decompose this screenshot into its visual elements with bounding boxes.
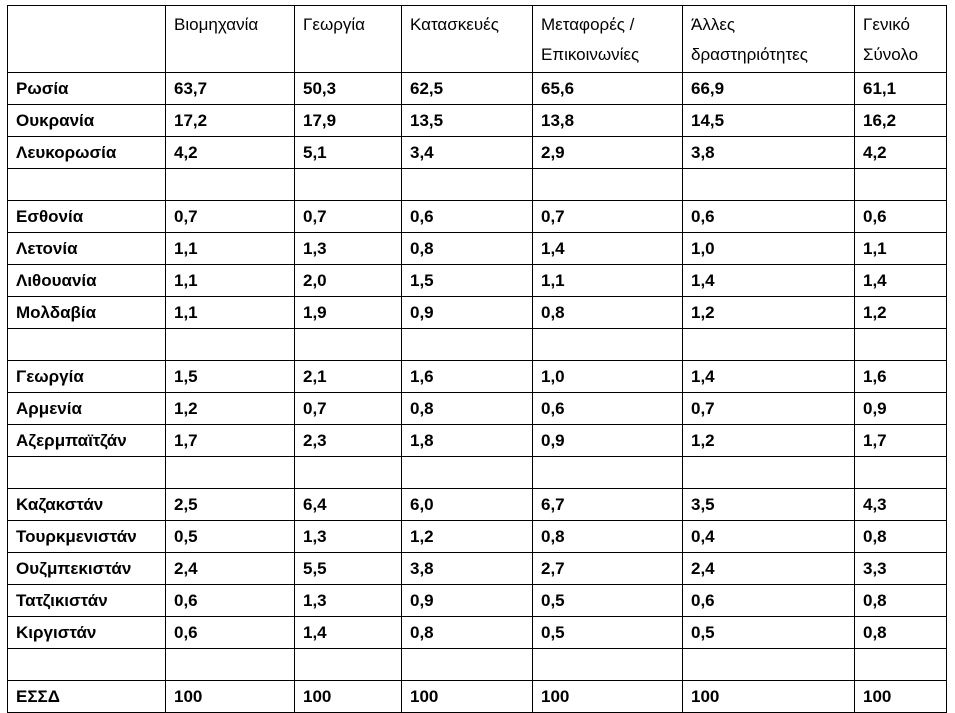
value-cell: 2,0 [295, 265, 402, 297]
value-cell: 1,7 [855, 425, 947, 457]
value-cell: 0,7 [683, 393, 855, 425]
header-industry [166, 6, 295, 73]
value-cell: 0,5 [166, 521, 295, 553]
country-cell: ΕΣΣΔ [8, 681, 166, 713]
table-row [8, 425, 947, 457]
value-cell: 0,9 [402, 297, 533, 329]
value-cell: 5,1 [295, 137, 402, 169]
value-cell: 100 [855, 681, 947, 713]
table-row [8, 201, 947, 233]
table-body [8, 6, 947, 713]
value-cell: 1,1 [855, 233, 947, 265]
header-corner [8, 6, 166, 73]
value-cell: 0,6 [166, 585, 295, 617]
value-cell: 100 [533, 681, 683, 713]
value-cell: 62,5 [402, 73, 533, 105]
column-header-label: Γεωργία [303, 15, 365, 34]
value-cell: 14,5 [683, 105, 855, 137]
column-header-label: Μεταφορές / [541, 15, 635, 34]
data-table [7, 5, 947, 713]
value-cell: 13,8 [533, 105, 683, 137]
value-cell: 5,5 [295, 553, 402, 585]
value-cell: 0,6 [683, 585, 855, 617]
value-cell: 63,7 [166, 73, 295, 105]
value-cell: 0,4 [683, 521, 855, 553]
value-cell: 100 [683, 681, 855, 713]
value-cell: 0,9 [402, 585, 533, 617]
table-row [8, 489, 947, 521]
value-cell: 0,8 [402, 233, 533, 265]
table-row [8, 265, 947, 297]
value-cell: 50,3 [295, 73, 402, 105]
value-cell: 13,5 [402, 105, 533, 137]
table-row [8, 105, 947, 137]
value-cell: 1,2 [402, 521, 533, 553]
value-cell: 0,6 [683, 201, 855, 233]
value-cell: 66,9 [683, 73, 855, 105]
value-cell [533, 329, 683, 361]
column-header-label: δραστηριότητες [691, 45, 808, 64]
header-total [855, 6, 947, 73]
value-cell: 1,0 [683, 233, 855, 265]
value-cell: 1,3 [295, 585, 402, 617]
value-cell [166, 169, 295, 201]
value-cell: 1,1 [166, 265, 295, 297]
country-cell [8, 649, 166, 681]
value-cell: 4,2 [855, 137, 947, 169]
value-cell: 4,3 [855, 489, 947, 521]
country-cell: Ουζμπεκιστάν [8, 553, 166, 585]
value-cell: 1,3 [295, 521, 402, 553]
value-cell: 1,2 [166, 393, 295, 425]
value-cell [402, 329, 533, 361]
country-cell [8, 169, 166, 201]
value-cell: 0,6 [166, 617, 295, 649]
header-row [8, 6, 947, 73]
value-cell: 1,5 [402, 265, 533, 297]
table-row [8, 521, 947, 553]
value-cell: 0,8 [402, 393, 533, 425]
value-cell [533, 457, 683, 489]
value-cell: 2,3 [295, 425, 402, 457]
value-cell: 2,1 [295, 361, 402, 393]
table-row [8, 585, 947, 617]
country-cell: Αζερμπαϊτζάν [8, 425, 166, 457]
value-cell: 0,7 [295, 201, 402, 233]
country-cell: Τουρκμενιστάν [8, 521, 166, 553]
country-cell: Κιργιστάν [8, 617, 166, 649]
country-cell [8, 457, 166, 489]
value-cell [683, 329, 855, 361]
value-cell: 2,4 [166, 553, 295, 585]
column-header-label: Άλλες [691, 15, 736, 34]
header-transport [533, 6, 683, 73]
country-cell: Λετονία [8, 233, 166, 265]
value-cell: 1,4 [533, 233, 683, 265]
table-row [8, 297, 947, 329]
value-cell [533, 169, 683, 201]
value-cell: 0,5 [683, 617, 855, 649]
value-cell: 4,2 [166, 137, 295, 169]
table-row [8, 233, 947, 265]
value-cell [166, 457, 295, 489]
country-cell: Ουκρανία [8, 105, 166, 137]
value-cell [855, 169, 947, 201]
value-cell: 3,3 [855, 553, 947, 585]
value-cell [295, 169, 402, 201]
value-cell: 0,7 [166, 201, 295, 233]
value-cell: 1,5 [166, 361, 295, 393]
value-cell [166, 649, 295, 681]
value-cell: 1,2 [683, 425, 855, 457]
value-cell: 0,6 [855, 201, 947, 233]
value-cell [683, 649, 855, 681]
value-cell: 1,9 [295, 297, 402, 329]
country-cell: Ρωσία [8, 73, 166, 105]
column-header-label: Βιομηχανία [174, 15, 259, 34]
value-cell: 1,4 [683, 361, 855, 393]
country-cell: Τατζικιστάν [8, 585, 166, 617]
value-cell: 0,5 [533, 585, 683, 617]
value-cell: 2,5 [166, 489, 295, 521]
value-cell: 1,2 [683, 297, 855, 329]
value-cell: 1,6 [855, 361, 947, 393]
value-cell: 16,2 [855, 105, 947, 137]
table-row [8, 617, 947, 649]
value-cell: 0,9 [533, 425, 683, 457]
column-header-label: Σύνολο [863, 45, 919, 64]
table-row [8, 393, 947, 425]
column-header-label: Γενικό [863, 15, 910, 34]
value-cell: 0,8 [855, 585, 947, 617]
value-cell: 6,4 [295, 489, 402, 521]
value-cell: 1,4 [295, 617, 402, 649]
value-cell: 1,8 [402, 425, 533, 457]
value-cell: 3,8 [683, 137, 855, 169]
value-cell [855, 457, 947, 489]
value-cell: 0,8 [533, 521, 683, 553]
value-cell: 0,6 [533, 393, 683, 425]
value-cell [295, 457, 402, 489]
country-cell: Λευκορωσία [8, 137, 166, 169]
value-cell [166, 329, 295, 361]
country-cell [8, 329, 166, 361]
value-cell: 0,6 [402, 201, 533, 233]
value-cell: 3,5 [683, 489, 855, 521]
value-cell: 2,4 [683, 553, 855, 585]
value-cell: 1,1 [166, 297, 295, 329]
value-cell: 0,8 [402, 617, 533, 649]
value-cell: 3,8 [402, 553, 533, 585]
country-cell: Εσθονία [8, 201, 166, 233]
value-cell: 3,4 [402, 137, 533, 169]
value-cell [295, 649, 402, 681]
table-row [8, 73, 947, 105]
value-cell: 100 [166, 681, 295, 713]
table-row [8, 681, 947, 713]
value-cell: 0,9 [855, 393, 947, 425]
spacer-row [8, 649, 947, 681]
value-cell: 1,0 [533, 361, 683, 393]
column-header-label: Κατασκευές [410, 15, 499, 34]
value-cell: 1,1 [533, 265, 683, 297]
country-cell: Μολδαβία [8, 297, 166, 329]
header-agriculture [295, 6, 402, 73]
value-cell [402, 457, 533, 489]
value-cell [855, 649, 947, 681]
value-cell [533, 649, 683, 681]
value-cell [683, 169, 855, 201]
value-cell: 0,7 [533, 201, 683, 233]
value-cell: 65,6 [533, 73, 683, 105]
table-row [8, 553, 947, 585]
value-cell: 2,9 [533, 137, 683, 169]
value-cell: 6,0 [402, 489, 533, 521]
value-cell: 0,5 [533, 617, 683, 649]
value-cell: 1,3 [295, 233, 402, 265]
value-cell: 100 [402, 681, 533, 713]
value-cell: 1,1 [166, 233, 295, 265]
value-cell: 1,4 [855, 265, 947, 297]
value-cell: 0,8 [855, 617, 947, 649]
value-cell [402, 649, 533, 681]
spacer-row [8, 169, 947, 201]
country-cell: Αρμενία [8, 393, 166, 425]
header-other [683, 6, 855, 73]
value-cell: 1,2 [855, 297, 947, 329]
value-cell [683, 457, 855, 489]
value-cell: 1,6 [402, 361, 533, 393]
spacer-row [8, 457, 947, 489]
value-cell: 6,7 [533, 489, 683, 521]
country-cell: Λιθουανία [8, 265, 166, 297]
country-cell: Γεωργία [8, 361, 166, 393]
value-cell: 0,7 [295, 393, 402, 425]
value-cell: 0,8 [533, 297, 683, 329]
value-cell [402, 169, 533, 201]
spacer-row [8, 329, 947, 361]
country-cell: Καζακστάν [8, 489, 166, 521]
value-cell: 1,7 [166, 425, 295, 457]
value-cell: 2,7 [533, 553, 683, 585]
value-cell: 17,2 [166, 105, 295, 137]
value-cell: 1,4 [683, 265, 855, 297]
column-header-label: Επικοινωνίες [541, 45, 640, 64]
value-cell: 100 [295, 681, 402, 713]
value-cell: 0,8 [855, 521, 947, 553]
header-construction [402, 6, 533, 73]
value-cell [295, 329, 402, 361]
value-cell [855, 329, 947, 361]
value-cell: 17,9 [295, 105, 402, 137]
table-row [8, 137, 947, 169]
table-row [8, 361, 947, 393]
value-cell: 61,1 [855, 73, 947, 105]
